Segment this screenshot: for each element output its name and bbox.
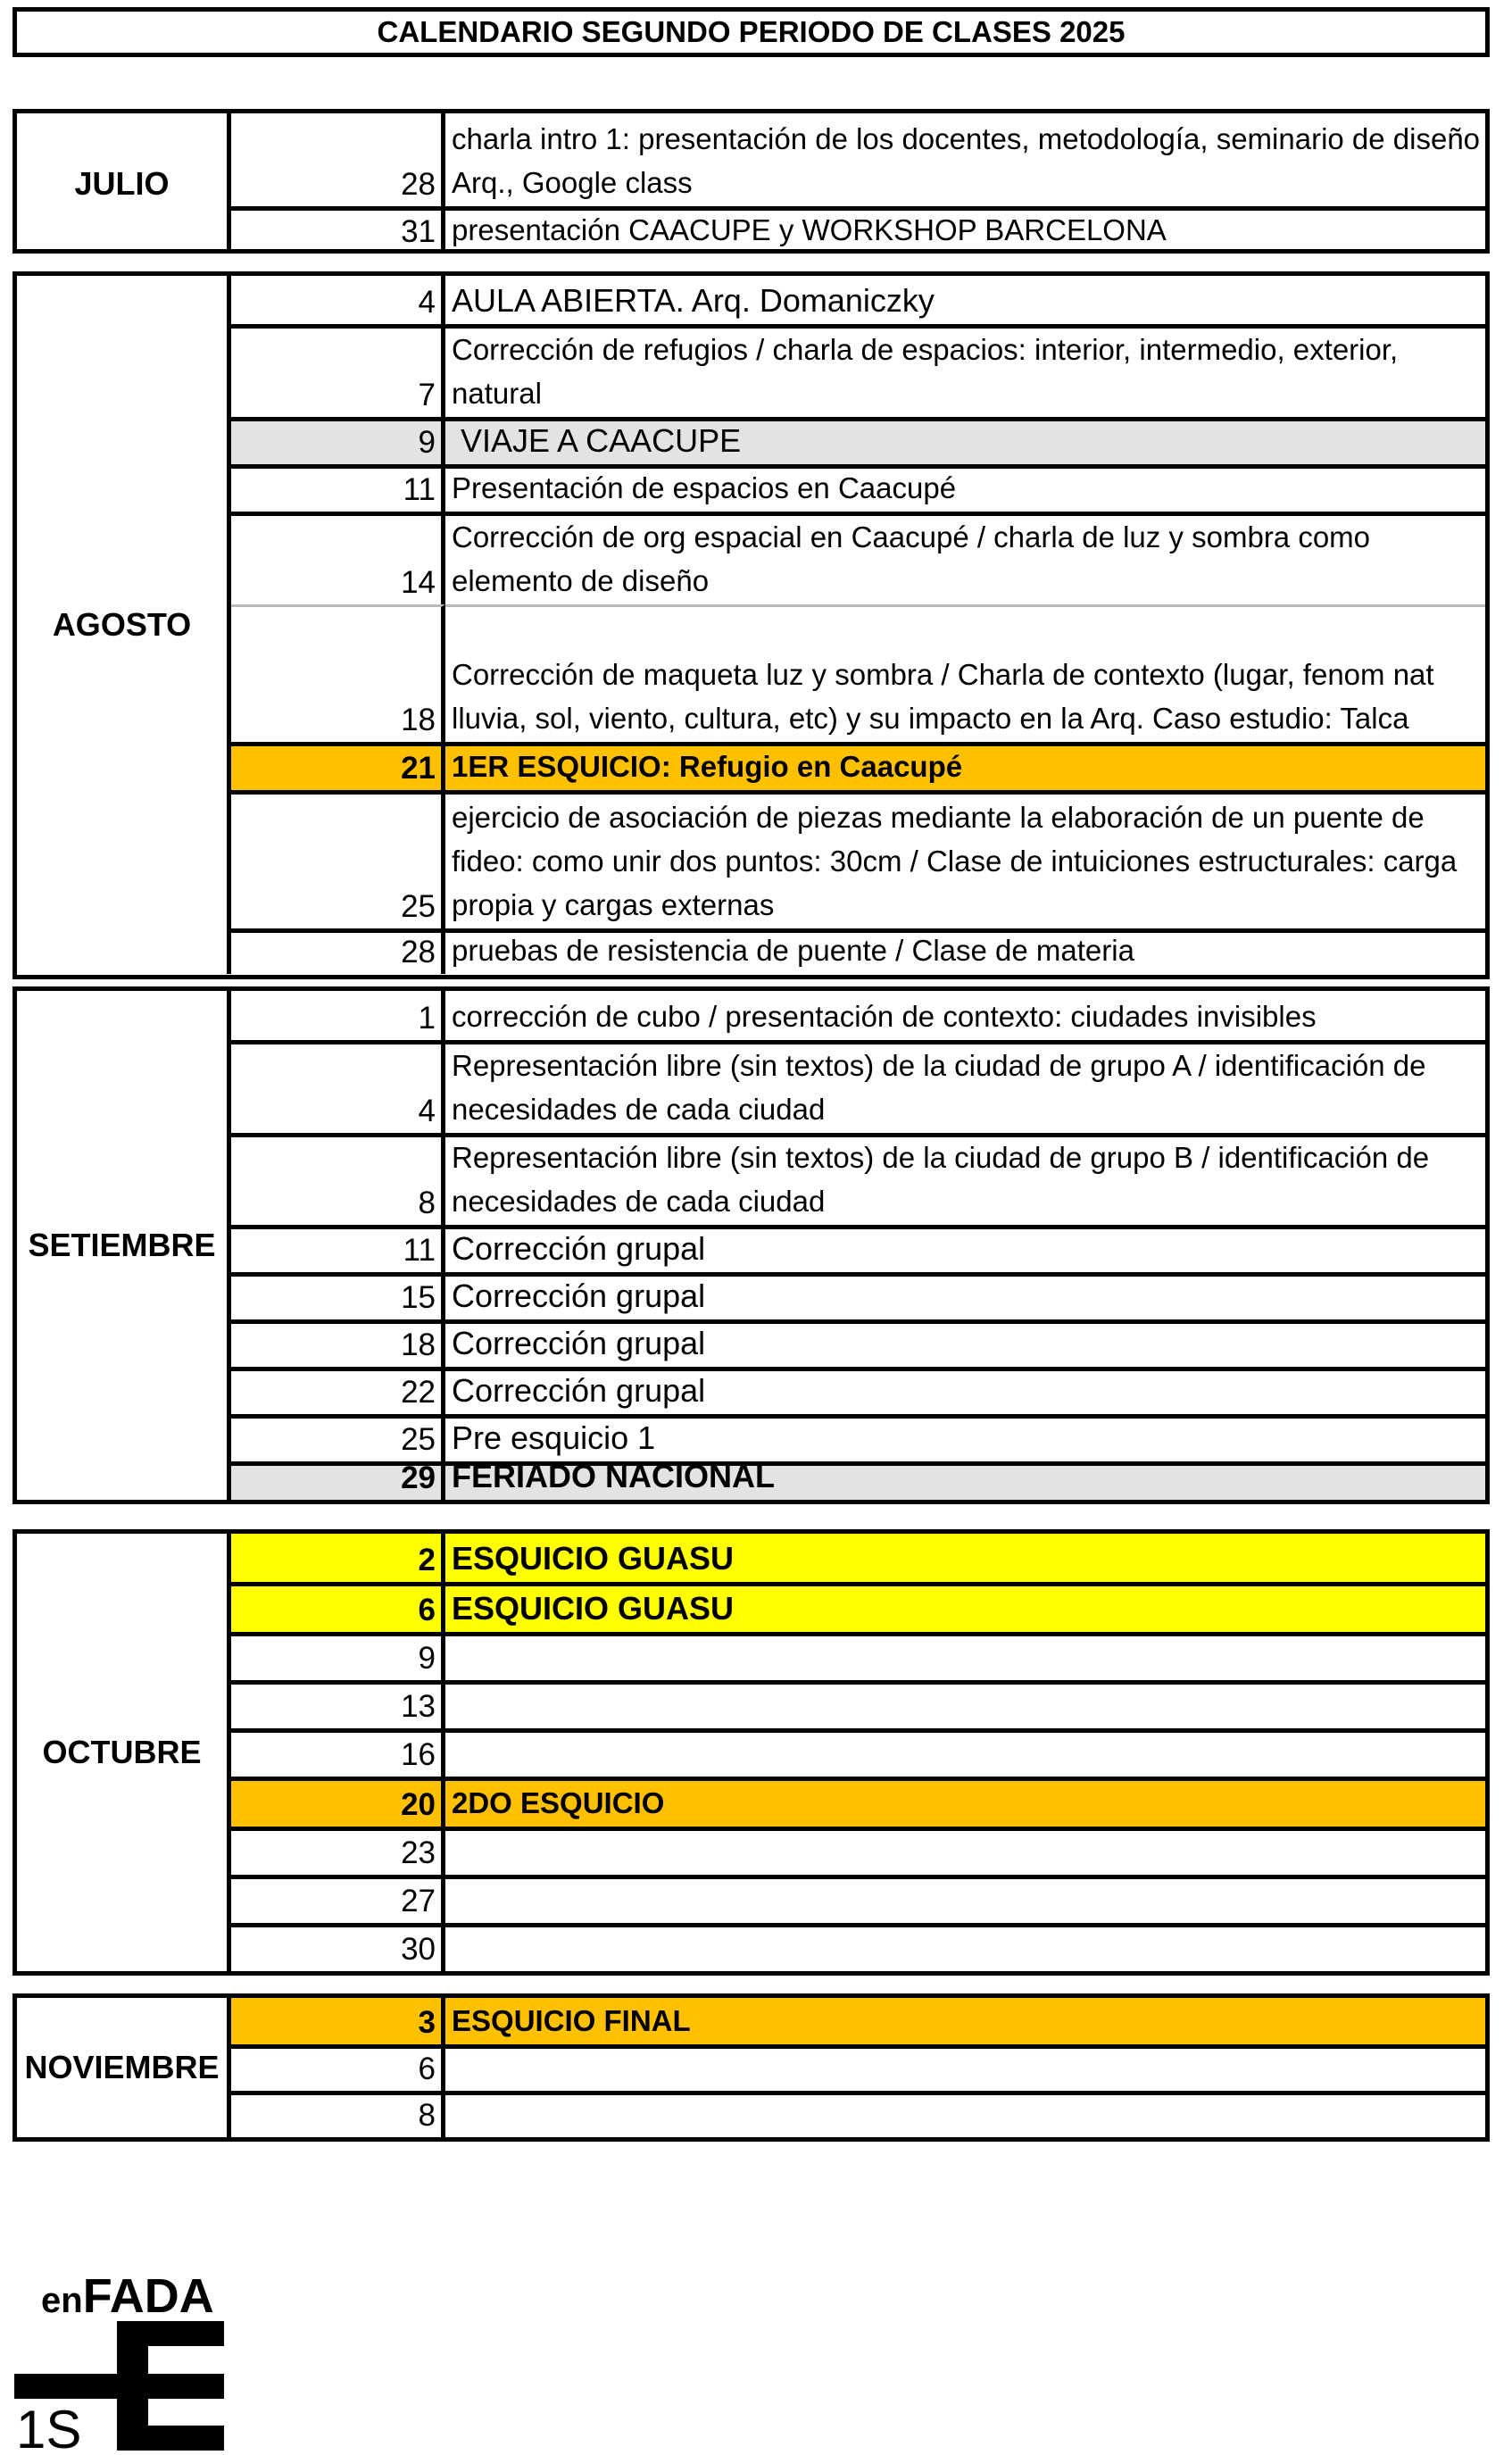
logo-mark (14, 2259, 228, 2451)
day-cell: 23 (231, 1827, 445, 1875)
event-cell: pruebas de resistencia de puente / Clase de materia (445, 928, 1485, 974)
day-cell: 1 (231, 991, 445, 1040)
month-label: AGOSTO (17, 276, 231, 974)
month-noviembre (12, 1993, 1490, 2142)
event-cell: FERIADO NACIONAL (445, 1461, 1485, 1500)
event-cell: VIAJE A CAACUPE (445, 417, 1485, 464)
day-cell: 4 (231, 1040, 445, 1133)
day-cell: 6 (231, 2044, 445, 2091)
event-cell: Presentación de espacios en Caacupé (445, 464, 1485, 512)
day-cell: 9 (231, 417, 445, 464)
enfada-logo (14, 2259, 228, 2451)
event-cell (445, 1680, 1485, 1728)
event-cell: Corrección grupal (445, 1225, 1485, 1272)
day-cell: 6 (231, 1582, 445, 1632)
day-cell: 18 (231, 1319, 445, 1367)
event-cell: Corrección grupal (445, 1367, 1485, 1414)
event-cell: Representación libre (sin textos) de la ciudad de grupo A / identificación de necesidades de cada ciudad (445, 1040, 1485, 1133)
event-cell: corrección de cubo / presentación de contexto: ciudades invisibles (452, 1000, 1317, 1033)
event-cell (445, 2044, 1485, 2091)
event-cell (445, 1875, 1485, 1923)
event-cell: ESQUICIO GUASU (445, 1582, 1485, 1632)
day-cell: 7 (231, 324, 445, 417)
logo-top-text: enFADA (41, 2269, 214, 2323)
day-cell: 21 (231, 742, 445, 790)
logo-bottom-text: 1S (16, 2400, 82, 2451)
month-label: SETIEMBRE (17, 991, 231, 1500)
page-title: CALENDARIO SEGUNDO PERIODO DE CLASES 2025 (12, 7, 1490, 57)
event-cell: Corrección grupal (445, 1319, 1485, 1367)
event-cell: 2DO ESQUICIO (445, 1777, 1485, 1827)
event-cell (445, 1728, 1485, 1777)
event-cell: Corrección de refugios / charla de espacios: interior, intermedio, exterior, natural (445, 324, 1485, 417)
event-cell (445, 1632, 1485, 1680)
event-cell: Corrección grupal (445, 1272, 1485, 1319)
event-cell (445, 2091, 1485, 2137)
day-cell: 16 (231, 1728, 445, 1777)
day-cell: 9 (231, 1632, 445, 1680)
day-cell: 4 (231, 276, 445, 324)
event-cell: presentación CAACUPE y WORKSHOP BARCELONA (445, 206, 1485, 254)
day-cell: 2 (231, 1534, 445, 1582)
day-cell: 30 (231, 1923, 445, 1971)
event-cell (445, 1923, 1485, 1971)
day-cell: 13 (231, 1680, 445, 1728)
day-cell: 3 (231, 1998, 445, 2044)
day-cell: 11 (231, 1225, 445, 1272)
day-cell: 8 (231, 2091, 445, 2137)
day-cell: 18 (231, 604, 445, 742)
event-cell (445, 1827, 1485, 1875)
day-cell: 8 (231, 1133, 445, 1225)
day-cell: 31 (231, 206, 445, 254)
month-octubre (12, 1529, 1490, 1976)
day-cell: 27 (231, 1875, 445, 1923)
month-label: JULIO (17, 113, 231, 254)
event-cell: charla intro 1: presentación de los docentes, metodología, seminario de diseño Arq., Google class (452, 122, 1481, 199)
day-cell: 25 (231, 1414, 445, 1461)
day-cell: 22 (231, 1367, 445, 1414)
event-cell: 1ER ESQUICIO: Refugio en Caacupé (445, 742, 1485, 790)
day-cell: 29 (231, 1461, 445, 1500)
day-cell: 28 (231, 113, 445, 206)
event-cell: Pre esquicio 1 (445, 1414, 1485, 1461)
day-cell: 25 (231, 790, 445, 928)
day-cell: 15 (231, 1272, 445, 1319)
month-julio (12, 109, 1490, 254)
event-cell: ESQUICIO GUASU (445, 1534, 1485, 1582)
day-cell: 20 (231, 1777, 445, 1827)
event-cell: Corrección de org espacial en Caacupé / charla de luz y sombra como elemento de diseño (445, 512, 1485, 604)
day-cell: 28 (231, 928, 445, 974)
day-cell: 11 (231, 464, 445, 512)
month-setiembre (12, 986, 1490, 1504)
event-cell: ESQUICIO FINAL (445, 1998, 1485, 2044)
month-label: NOVIEMBRE (17, 1998, 231, 2137)
month-label: OCTUBRE (17, 1534, 231, 1971)
event-cell: AULA ABIERTA. Arq. Domaniczky (452, 282, 935, 319)
event-cell: Representación libre (sin textos) de la ciudad de grupo B / identificación de necesidades de cada ciudad (445, 1133, 1485, 1225)
event-cell: ejercicio de asociación de piezas mediante la elaboración de un puente de fideo: como unir dos puntos: 30cm / Clase de intuiciones estructurales: carga propia y cargas externas (445, 790, 1485, 928)
event-cell: Corrección de maqueta luz y sombra / Charla de contexto (lugar, fenom nat lluvia, sol, viento, cultura, etc) y su impacto en la Arq. Caso estudio: Talca (445, 604, 1485, 742)
day-cell: 14 (231, 512, 445, 604)
month-agosto (12, 271, 1490, 979)
